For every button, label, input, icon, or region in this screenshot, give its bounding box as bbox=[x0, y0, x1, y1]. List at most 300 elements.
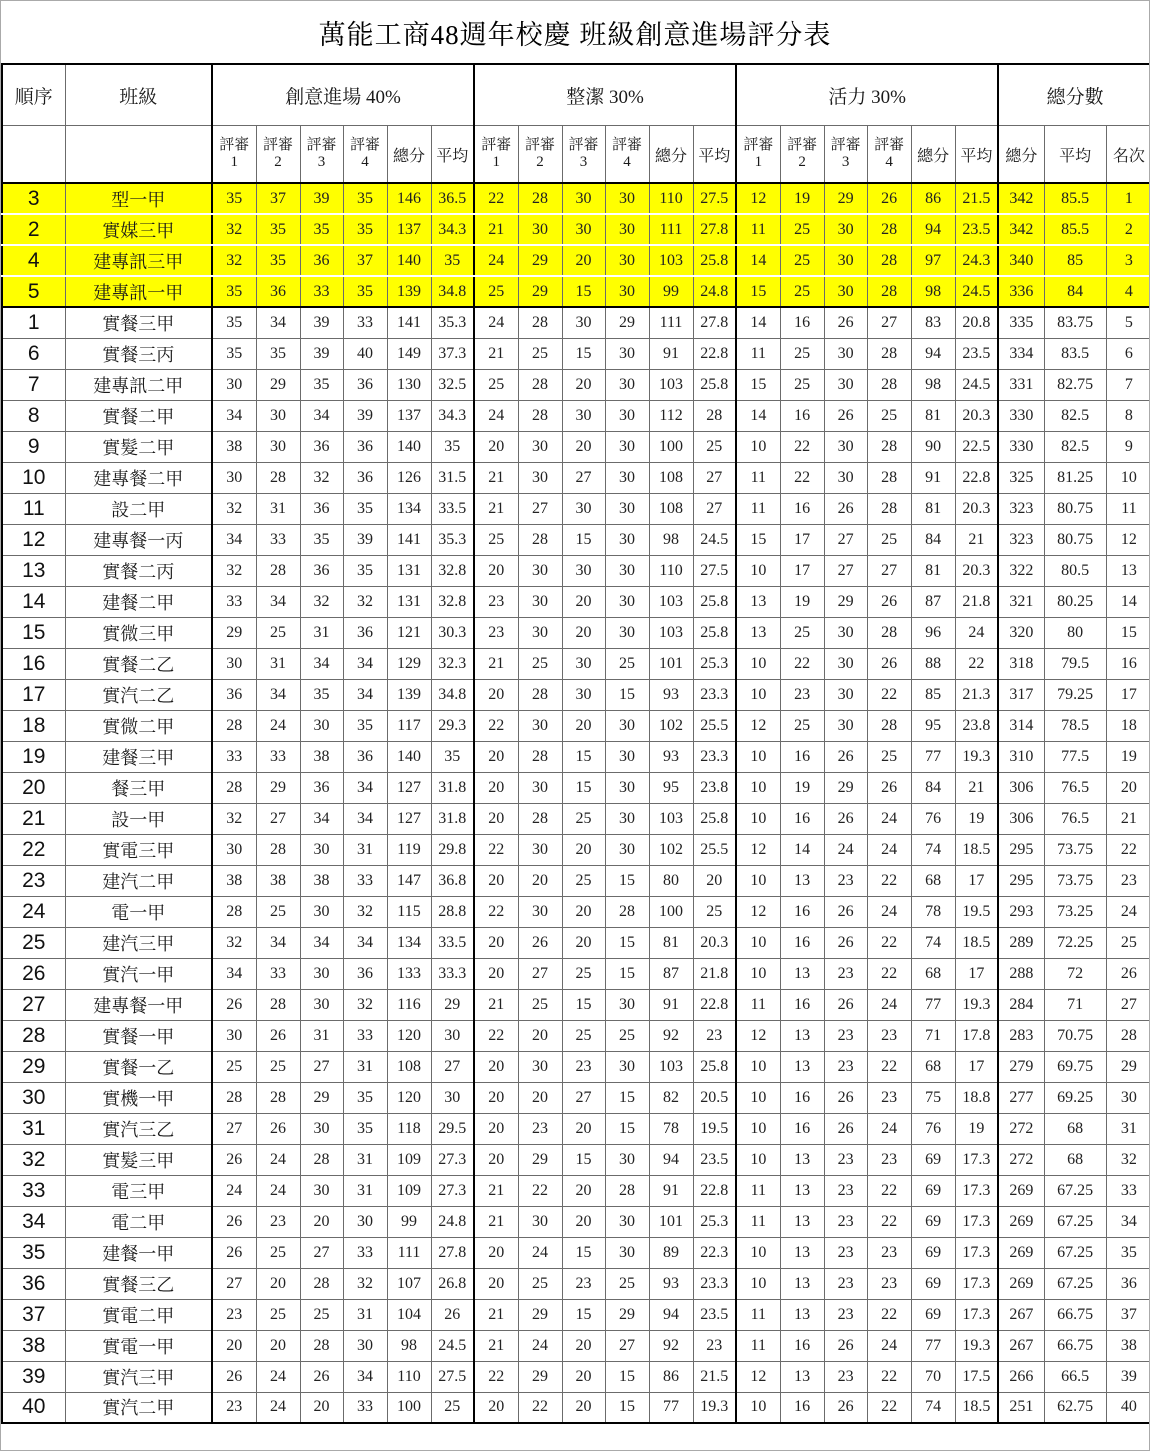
creative-score-cell: 36 bbox=[212, 679, 256, 710]
creative-score-cell: 36.5 bbox=[431, 183, 474, 214]
vitality-score-cell: 11 bbox=[736, 1206, 780, 1237]
creative-score-cell: 20 bbox=[256, 1330, 300, 1361]
table-row bbox=[2, 927, 1150, 958]
creative-score-cell: 131 bbox=[387, 586, 431, 617]
class-name-cell: 實汽三甲 bbox=[65, 1361, 212, 1392]
creative-score-cell: 35 bbox=[212, 183, 256, 214]
judge-number: 1 bbox=[492, 154, 501, 170]
neat-score-cell: 103 bbox=[649, 803, 693, 834]
vitality-score-cell: 25 bbox=[780, 369, 824, 400]
vitality-score-cell: 27 bbox=[824, 555, 867, 586]
neat-score-cell: 27.5 bbox=[693, 183, 736, 214]
final-average-cell: 80.75 bbox=[1044, 493, 1106, 524]
creative-score-cell: 110 bbox=[387, 1361, 431, 1392]
neat-score-cell: 103 bbox=[649, 369, 693, 400]
vitality-score-cell: 17 bbox=[955, 1051, 998, 1082]
neat-score-cell: 24 bbox=[474, 307, 518, 338]
creative-score-cell: 120 bbox=[387, 1082, 431, 1113]
vitality-score-cell: 24.5 bbox=[955, 276, 998, 307]
vitality-score-cell: 10 bbox=[736, 958, 780, 989]
vitality-score-cell: 28 bbox=[867, 369, 911, 400]
creative-score-cell: 34 bbox=[256, 307, 300, 338]
neat-score-cell: 29 bbox=[518, 276, 562, 307]
final-average-cell: 69.75 bbox=[1044, 1051, 1106, 1082]
neat-score-cell: 30 bbox=[605, 431, 649, 462]
neat-score-cell: 22.8 bbox=[693, 989, 736, 1020]
neat-score-cell: 20 bbox=[562, 1175, 605, 1206]
judge-label: 評審 bbox=[743, 136, 774, 153]
neat-score-cell: 15 bbox=[562, 276, 605, 307]
vitality-score-cell: 12 bbox=[736, 710, 780, 741]
neat-score-cell: 111 bbox=[649, 214, 693, 245]
creative-score-cell: 27.3 bbox=[431, 1175, 474, 1206]
neat-score-cell: 22.3 bbox=[693, 1237, 736, 1268]
neat-score-cell: 23.5 bbox=[693, 1299, 736, 1330]
final-total-cell: 269 bbox=[998, 1206, 1044, 1237]
creative-score-cell: 25 bbox=[256, 896, 300, 927]
final-total-cell: 322 bbox=[998, 555, 1044, 586]
neat-score-cell: 20 bbox=[474, 1113, 518, 1144]
vitality-score-cell: 87 bbox=[911, 586, 955, 617]
neat-score-cell: 29 bbox=[518, 1361, 562, 1392]
neat-score-cell: 29 bbox=[518, 245, 562, 276]
vitality-score-cell: 10 bbox=[736, 1237, 780, 1268]
rank-cell: 14 bbox=[1106, 586, 1150, 617]
table-row bbox=[2, 1361, 1150, 1392]
neat-score-cell: 92 bbox=[649, 1020, 693, 1051]
neat-score-cell: 30 bbox=[605, 183, 649, 214]
vitality-score-cell: 10 bbox=[736, 1392, 780, 1423]
neat-score-cell: 20 bbox=[474, 927, 518, 958]
vitality-score-cell: 26 bbox=[824, 1392, 867, 1423]
final-total-cell: 335 bbox=[998, 307, 1044, 338]
vitality-score-cell: 11 bbox=[736, 1299, 780, 1330]
neat-score-cell: 30 bbox=[605, 555, 649, 586]
order-cell: 40 bbox=[2, 1392, 65, 1423]
creative-score-cell: 98 bbox=[387, 1330, 431, 1361]
creative-score-cell: 30 bbox=[300, 1113, 343, 1144]
vitality-score-cell: 22 bbox=[780, 462, 824, 493]
neat-score-cell: 28 bbox=[605, 1175, 649, 1206]
rank-cell: 24 bbox=[1106, 896, 1150, 927]
neat-score-cell: 102 bbox=[649, 710, 693, 741]
creative-score-cell: 141 bbox=[387, 524, 431, 555]
vitality-score-cell: 30 bbox=[824, 617, 867, 648]
neat-score-cell: 23 bbox=[474, 586, 518, 617]
table-row bbox=[2, 1330, 1150, 1361]
neat-score-cell: 91 bbox=[649, 1175, 693, 1206]
creative-score-cell: 28 bbox=[256, 555, 300, 586]
final-total-cell: 321 bbox=[998, 586, 1044, 617]
final-average-cell: 67.25 bbox=[1044, 1237, 1106, 1268]
creative-score-cell: 27 bbox=[212, 1113, 256, 1144]
neat-score-cell: 26 bbox=[518, 927, 562, 958]
creative-score-cell: 36 bbox=[343, 462, 387, 493]
creative-score-cell: 27 bbox=[300, 1051, 343, 1082]
neat-score-cell: 23 bbox=[562, 1051, 605, 1082]
neat-score-cell: 25 bbox=[474, 276, 518, 307]
final-total-cell: 267 bbox=[998, 1299, 1044, 1330]
neat-score-cell: 30 bbox=[605, 1206, 649, 1237]
table-row bbox=[2, 245, 1150, 276]
neat-score-cell: 23.3 bbox=[693, 1268, 736, 1299]
order-cell: 20 bbox=[2, 772, 65, 803]
vitality-score-cell: 26 bbox=[867, 648, 911, 679]
vitality-score-cell: 17.3 bbox=[955, 1237, 998, 1268]
vitality-score-cell: 27 bbox=[867, 307, 911, 338]
neat-score-cell: 27 bbox=[518, 493, 562, 524]
creative-score-cell: 29.5 bbox=[431, 1113, 474, 1144]
neat-score-cell: 93 bbox=[649, 741, 693, 772]
vitality-score-cell: 22 bbox=[780, 648, 824, 679]
neat-score-cell: 23 bbox=[693, 1330, 736, 1361]
creative-score-cell: 28 bbox=[256, 1082, 300, 1113]
table-row bbox=[2, 648, 1150, 679]
order-cell: 21 bbox=[2, 803, 65, 834]
neat-score-cell: 20.3 bbox=[693, 927, 736, 958]
judge-header bbox=[780, 126, 824, 184]
creative-score-cell: 30 bbox=[343, 1206, 387, 1237]
vitality-score-cell: 23 bbox=[824, 1144, 867, 1175]
neat-score-cell: 30 bbox=[605, 524, 649, 555]
vitality-score-cell: 16 bbox=[780, 1113, 824, 1144]
table-row bbox=[2, 1082, 1150, 1113]
final-total-cell: 267 bbox=[998, 1330, 1044, 1361]
neat-score-cell: 23 bbox=[693, 1020, 736, 1051]
vitality-score-cell: 22 bbox=[955, 648, 998, 679]
vitality-score-cell: 24.5 bbox=[955, 369, 998, 400]
neat-score-cell: 20 bbox=[562, 1113, 605, 1144]
creative-score-cell: 38 bbox=[212, 431, 256, 462]
vitality-score-cell: 26 bbox=[867, 586, 911, 617]
vitality-score-cell: 24 bbox=[867, 989, 911, 1020]
vitality-score-cell: 19 bbox=[780, 183, 824, 214]
table-row bbox=[2, 307, 1150, 338]
vitality-score-cell: 16 bbox=[780, 1330, 824, 1361]
neat-score-cell: 25 bbox=[474, 369, 518, 400]
neat-score-cell: 23 bbox=[474, 617, 518, 648]
group-header: 創意進場 40% bbox=[212, 64, 474, 126]
order-cell: 19 bbox=[2, 741, 65, 772]
creative-score-cell: 34 bbox=[212, 524, 256, 555]
vitality-score-cell: 24 bbox=[824, 834, 867, 865]
creative-score-cell: 35 bbox=[343, 1113, 387, 1144]
table-row bbox=[2, 1392, 1150, 1423]
creative-score-cell: 24 bbox=[212, 1175, 256, 1206]
vitality-score-cell: 26 bbox=[824, 1330, 867, 1361]
final-average-cell: 80.25 bbox=[1044, 586, 1106, 617]
class-name-cell: 實微二甲 bbox=[65, 710, 212, 741]
neat-score-cell: 28 bbox=[693, 400, 736, 431]
class-name-cell: 實電一甲 bbox=[65, 1330, 212, 1361]
creative-score-cell: 130 bbox=[387, 369, 431, 400]
judge-number: 3 bbox=[579, 154, 588, 170]
neat-score-cell: 27 bbox=[562, 462, 605, 493]
neat-score-cell: 30 bbox=[605, 462, 649, 493]
neat-score-cell: 29 bbox=[605, 1299, 649, 1330]
vitality-score-cell: 24 bbox=[867, 834, 911, 865]
neat-score-cell: 92 bbox=[649, 1330, 693, 1361]
neat-score-cell: 20 bbox=[562, 896, 605, 927]
creative-score-cell: 109 bbox=[387, 1144, 431, 1175]
creative-score-cell: 137 bbox=[387, 400, 431, 431]
neat-score-cell: 25.8 bbox=[693, 1051, 736, 1082]
vitality-score-cell: 13 bbox=[780, 1051, 824, 1082]
vitality-score-cell: 26 bbox=[824, 307, 867, 338]
creative-score-cell: 140 bbox=[387, 245, 431, 276]
rank-cell: 29 bbox=[1106, 1051, 1150, 1082]
vitality-score-cell: 30 bbox=[824, 431, 867, 462]
vitality-score-cell: 16 bbox=[780, 307, 824, 338]
creative-score-cell: 39 bbox=[343, 524, 387, 555]
creative-score-cell: 33 bbox=[343, 1237, 387, 1268]
order-cell: 33 bbox=[2, 1175, 65, 1206]
vitality-score-cell: 28 bbox=[867, 462, 911, 493]
rank-cell: 39 bbox=[1106, 1361, 1150, 1392]
vitality-score-cell: 23 bbox=[824, 1206, 867, 1237]
vitality-score-cell: 78 bbox=[911, 896, 955, 927]
creative-score-cell: 35 bbox=[300, 214, 343, 245]
vitality-score-cell: 27 bbox=[824, 524, 867, 555]
neat-score-cell: 20 bbox=[518, 865, 562, 896]
final-average-cell: 80 bbox=[1044, 617, 1106, 648]
creative-score-cell: 39 bbox=[300, 183, 343, 214]
judge-header bbox=[605, 126, 649, 184]
creative-score-cell: 25 bbox=[431, 1392, 474, 1423]
order-cell: 30 bbox=[2, 1082, 65, 1113]
class-name-cell: 實餐二丙 bbox=[65, 555, 212, 586]
class-name-cell: 電二甲 bbox=[65, 1206, 212, 1237]
vitality-score-cell: 11 bbox=[736, 1175, 780, 1206]
order-cell: 24 bbox=[2, 896, 65, 927]
neat-score-cell: 24.5 bbox=[693, 524, 736, 555]
class-name-cell: 實餐一甲 bbox=[65, 1020, 212, 1051]
neat-score-cell: 30 bbox=[562, 648, 605, 679]
creative-score-cell: 31 bbox=[343, 834, 387, 865]
class-name-cell: 實機一甲 bbox=[65, 1082, 212, 1113]
final-average-cell: 73.25 bbox=[1044, 896, 1106, 927]
vitality-score-cell: 19 bbox=[780, 772, 824, 803]
vitality-score-cell: 11 bbox=[736, 462, 780, 493]
neat-score-cell: 20 bbox=[474, 741, 518, 772]
judge-header bbox=[867, 126, 911, 184]
creative-score-cell: 30 bbox=[212, 462, 256, 493]
rank-cell: 25 bbox=[1106, 927, 1150, 958]
creative-score-cell: 30 bbox=[300, 896, 343, 927]
vitality-score-cell: 16 bbox=[780, 989, 824, 1020]
neat-score-cell: 24 bbox=[518, 1330, 562, 1361]
creative-score-cell: 40 bbox=[343, 338, 387, 369]
neat-score-cell: 22 bbox=[474, 1361, 518, 1392]
vitality-score-cell: 17.3 bbox=[955, 1175, 998, 1206]
creative-score-cell: 26.8 bbox=[431, 1268, 474, 1299]
final-total-cell: 283 bbox=[998, 1020, 1044, 1051]
rank-cell: 30 bbox=[1106, 1082, 1150, 1113]
vitality-score-cell: 30 bbox=[824, 648, 867, 679]
creative-score-cell: 109 bbox=[387, 1175, 431, 1206]
vitality-score-cell: 69 bbox=[911, 1299, 955, 1330]
table-row bbox=[2, 1175, 1150, 1206]
vitality-score-cell: 17.8 bbox=[955, 1020, 998, 1051]
neat-score-cell: 15 bbox=[562, 1144, 605, 1175]
vitality-score-cell: 15 bbox=[736, 524, 780, 555]
creative-score-cell: 134 bbox=[387, 927, 431, 958]
vitality-score-cell: 20.3 bbox=[955, 555, 998, 586]
group-total-header: 總分 bbox=[387, 126, 431, 184]
vitality-score-cell: 13 bbox=[780, 1268, 824, 1299]
final-total-cell: 334 bbox=[998, 338, 1044, 369]
vitality-score-cell: 19.3 bbox=[955, 1330, 998, 1361]
vitality-score-cell: 14 bbox=[736, 245, 780, 276]
final-total-cell: 340 bbox=[998, 245, 1044, 276]
neat-score-cell: 20 bbox=[562, 834, 605, 865]
creative-score-cell: 31.5 bbox=[431, 462, 474, 493]
table-row bbox=[2, 462, 1150, 493]
neat-score-cell: 21.5 bbox=[693, 1361, 736, 1392]
creative-score-cell: 32 bbox=[300, 586, 343, 617]
vitality-score-cell: 10 bbox=[736, 679, 780, 710]
final-average-cell: 83.75 bbox=[1044, 307, 1106, 338]
neat-score-cell: 15 bbox=[605, 958, 649, 989]
vitality-score-cell: 21 bbox=[955, 524, 998, 555]
rank-cell: 20 bbox=[1106, 772, 1150, 803]
rank-cell: 12 bbox=[1106, 524, 1150, 555]
neat-score-cell: 30 bbox=[605, 400, 649, 431]
neat-score-cell: 27.8 bbox=[693, 307, 736, 338]
creative-score-cell: 29 bbox=[256, 772, 300, 803]
final-total-cell: 318 bbox=[998, 648, 1044, 679]
vitality-score-cell: 85 bbox=[911, 679, 955, 710]
creative-score-cell: 36 bbox=[343, 617, 387, 648]
judge-header bbox=[256, 126, 300, 184]
vitality-score-cell: 16 bbox=[780, 896, 824, 927]
neat-score-cell: 27.8 bbox=[693, 214, 736, 245]
vitality-score-cell: 13 bbox=[780, 1020, 824, 1051]
table-row bbox=[2, 400, 1150, 431]
order-cell: 15 bbox=[2, 617, 65, 648]
vitality-score-cell: 30 bbox=[824, 214, 867, 245]
creative-score-cell: 30 bbox=[343, 1330, 387, 1361]
creative-score-cell: 27.8 bbox=[431, 1237, 474, 1268]
vitality-score-cell: 81 bbox=[911, 400, 955, 431]
creative-score-cell: 146 bbox=[387, 183, 431, 214]
creative-score-cell: 36.8 bbox=[431, 865, 474, 896]
vitality-score-cell: 30 bbox=[824, 338, 867, 369]
judge-label: 評審 bbox=[262, 136, 293, 153]
table-row bbox=[2, 1020, 1150, 1051]
neat-score-cell: 23.8 bbox=[693, 772, 736, 803]
neat-score-cell: 100 bbox=[649, 896, 693, 927]
table-row bbox=[2, 214, 1150, 245]
vitality-score-cell: 26 bbox=[824, 493, 867, 524]
vitality-score-cell: 25 bbox=[867, 524, 911, 555]
vitality-score-cell: 10 bbox=[736, 1082, 780, 1113]
table-row bbox=[2, 183, 1150, 214]
final-average-cell: 71 bbox=[1044, 989, 1106, 1020]
neat-score-cell: 15 bbox=[562, 989, 605, 1020]
final-total-cell: 272 bbox=[998, 1113, 1044, 1144]
final-total-cell: 336 bbox=[998, 276, 1044, 307]
creative-score-cell: 31 bbox=[300, 1020, 343, 1051]
vitality-score-cell: 23 bbox=[824, 958, 867, 989]
neat-score-cell: 81 bbox=[649, 927, 693, 958]
creative-score-cell: 126 bbox=[387, 462, 431, 493]
table-row bbox=[2, 431, 1150, 462]
creative-score-cell: 30 bbox=[212, 648, 256, 679]
creative-score-cell: 36 bbox=[300, 772, 343, 803]
vitality-score-cell: 69 bbox=[911, 1268, 955, 1299]
rank-header: 名次 bbox=[1106, 126, 1150, 184]
rank-cell: 19 bbox=[1106, 741, 1150, 772]
vitality-score-cell: 25 bbox=[780, 214, 824, 245]
creative-score-cell: 20 bbox=[212, 1330, 256, 1361]
vitality-score-cell: 18.5 bbox=[955, 1392, 998, 1423]
vitality-score-cell: 28 bbox=[867, 431, 911, 462]
vitality-score-cell: 98 bbox=[911, 276, 955, 307]
vitality-score-cell: 19 bbox=[780, 586, 824, 617]
final-average-cell: 85.5 bbox=[1044, 214, 1106, 245]
neat-score-cell: 30 bbox=[605, 1144, 649, 1175]
vitality-score-cell: 10 bbox=[736, 772, 780, 803]
rank-cell: 33 bbox=[1106, 1175, 1150, 1206]
creative-score-cell: 111 bbox=[387, 1237, 431, 1268]
judge-number: 2 bbox=[536, 154, 544, 170]
creative-score-cell: 34 bbox=[343, 927, 387, 958]
neat-score-cell: 91 bbox=[649, 338, 693, 369]
creative-score-cell: 36 bbox=[300, 555, 343, 586]
creative-score-cell: 35 bbox=[343, 710, 387, 741]
creative-score-cell: 32.8 bbox=[431, 555, 474, 586]
creative-score-cell: 20 bbox=[300, 1206, 343, 1237]
creative-score-cell: 27.3 bbox=[431, 1144, 474, 1175]
neat-score-cell: 94 bbox=[649, 1144, 693, 1175]
vitality-score-cell: 98 bbox=[911, 369, 955, 400]
neat-score-cell: 25 bbox=[474, 524, 518, 555]
neat-score-cell: 25 bbox=[562, 803, 605, 834]
final-total-cell: 269 bbox=[998, 1237, 1044, 1268]
neat-score-cell: 15 bbox=[562, 741, 605, 772]
class-name-cell: 建專餐一丙 bbox=[65, 524, 212, 555]
vitality-score-cell: 81 bbox=[911, 555, 955, 586]
vitality-score-cell: 21.5 bbox=[955, 183, 998, 214]
neat-score-cell: 30 bbox=[562, 307, 605, 338]
neat-score-cell: 28 bbox=[518, 679, 562, 710]
final-average-cell: 82.75 bbox=[1044, 369, 1106, 400]
neat-score-cell: 82 bbox=[649, 1082, 693, 1113]
final-average-cell: 73.75 bbox=[1044, 865, 1106, 896]
final-average-cell: 80.5 bbox=[1044, 555, 1106, 586]
order-cell: 11 bbox=[2, 493, 65, 524]
creative-score-cell: 26 bbox=[256, 1020, 300, 1051]
neat-score-cell: 108 bbox=[649, 493, 693, 524]
vitality-score-cell: 13 bbox=[736, 617, 780, 648]
neat-score-cell: 25 bbox=[693, 896, 736, 927]
creative-score-cell: 34 bbox=[343, 772, 387, 803]
creative-score-cell: 34 bbox=[343, 679, 387, 710]
neat-score-cell: 21 bbox=[474, 1206, 518, 1237]
creative-score-cell: 26 bbox=[431, 1299, 474, 1330]
creative-score-cell: 35 bbox=[256, 338, 300, 369]
neat-score-cell: 30 bbox=[518, 555, 562, 586]
vitality-score-cell: 11 bbox=[736, 338, 780, 369]
neat-score-cell: 21 bbox=[474, 214, 518, 245]
vitality-score-cell: 17.3 bbox=[955, 1206, 998, 1237]
creative-score-cell: 34.3 bbox=[431, 214, 474, 245]
creative-score-cell: 28.8 bbox=[431, 896, 474, 927]
rank-cell: 22 bbox=[1106, 834, 1150, 865]
vitality-score-cell: 69 bbox=[911, 1206, 955, 1237]
vitality-score-cell: 22 bbox=[867, 1361, 911, 1392]
